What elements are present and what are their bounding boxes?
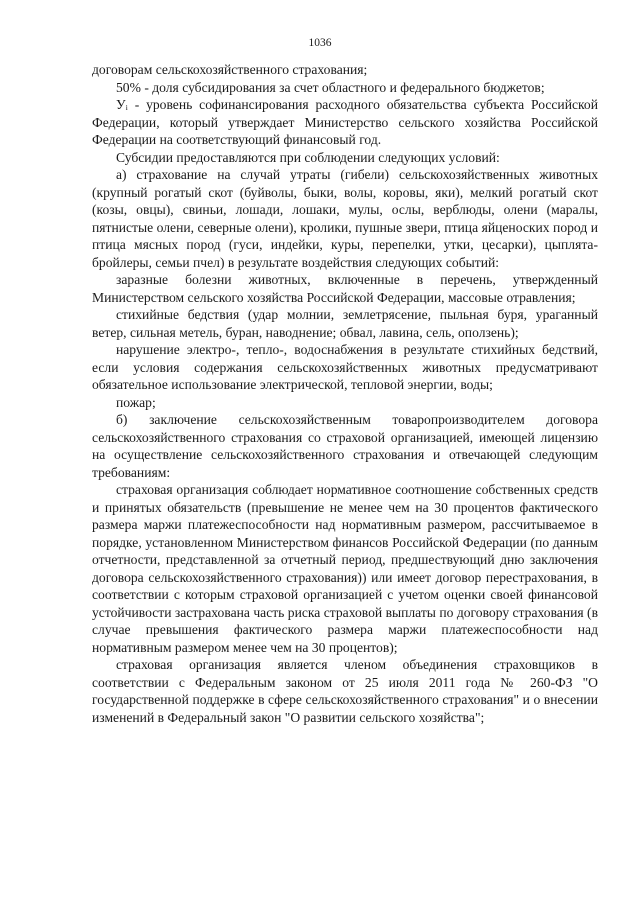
paragraph-cofinancing-level: Уᵢ - уровень софинансирования расходного обязательства субъекта Российской Федерации, который утверждает Министерство сельского хозяйства Российской Федерации на соответствующий финансовый год. xyxy=(92,97,598,147)
paragraph-condition-a: а) страхование на случай утраты (гибели) сельскохозяйственных животных (крупный рогатый скот (буйволы, быки, волы, коровы, яки), мелкий рогатый скот (козы, овцы), свиньи, лошади, лошаки, мулы, ослы, верблюды, олени (маралы, пятнистые олени, северные олени), кролики, пушные звери, птица яйценоских пород и птица мясных пород (гуси, индейки, куры, перепелки, утки, цесарки), цыплята-бройлеры, семьи пчел) в результате воздействия следующих событий: xyxy=(92,167,598,270)
paragraph-event-fire: пожар; xyxy=(116,394,156,410)
paragraph-requirement-membership: страховая организация является членом объединения страховщиков в соответствии с Федеральным законом от 25 июля 2011 года № 260-ФЗ "О государственной поддержке в сфере сельскохозяйственного страхования" и о внесении изменений в Федеральный закон "О развитии сельского хозяйства"; xyxy=(92,657,598,725)
paragraph-conditions-intro: Субсидии предоставляются при соблюдении следующих условий: xyxy=(116,149,500,165)
page-number: 1036 xyxy=(308,37,332,49)
paragraph-condition-b: б) заключение сельскохозяйственным товаропроизводителем договора сельскохозяйственного страхования со страховой организацией, имеющей лицензию на осуществление сельскохозяйственного страхования и отвечающей следующим требованиям: xyxy=(92,412,598,480)
paragraph-event-diseases: заразные болезни животных, включенные в перечень, утвержденный Министерством сельского хозяйства Российской Федерации, массовые отравления; xyxy=(92,272,598,305)
document-body xyxy=(92,61,598,726)
paragraph-event-utilities: нарушение электро-, тепло-, водоснабжения в результате стихийных бедствий, если условия содержания сельскохозяйственных животных предусматривают обязательное использование электрической, тепловой энергии, воды; xyxy=(92,342,598,392)
paragraph-subsidy-share: 50% - доля субсидирования за счет областного и федерального бюджетов; xyxy=(116,79,545,95)
paragraph-continuation: договорам сельскохозяйственного страхования; xyxy=(92,62,368,77)
paragraph-requirement-solvency: страховая организация соблюдает нормативное соотношение собственных средств и принятых обязательств (превышение не менее чем на 30 процентов фактического размера маржи платежеспособности над нормативным размером, рассчитываемое в порядке, установленном Министерством финансов Российской Федерации (по данным отчетности, представленной за отчетный период, предшествующий дню заключения договора сельскохозяйственного страхования)) или имеет договор перестрахования, в соответствии с которым страховой организацией с учетом оценки своей финансовой устойчивости застрахована часть риска страховой выплаты по договору страхования (в случае превышения фактического размера маржи платежеспособности над нормативным размером менее чем на 30 процентов); xyxy=(92,482,598,655)
paragraph-event-disasters: стихийные бедствия (удар молнии, землетрясение, пыльная буря, ураганный ветер, сильная метель, буран, наводнение; обвал, лавина, сель, оползень); xyxy=(92,307,598,340)
